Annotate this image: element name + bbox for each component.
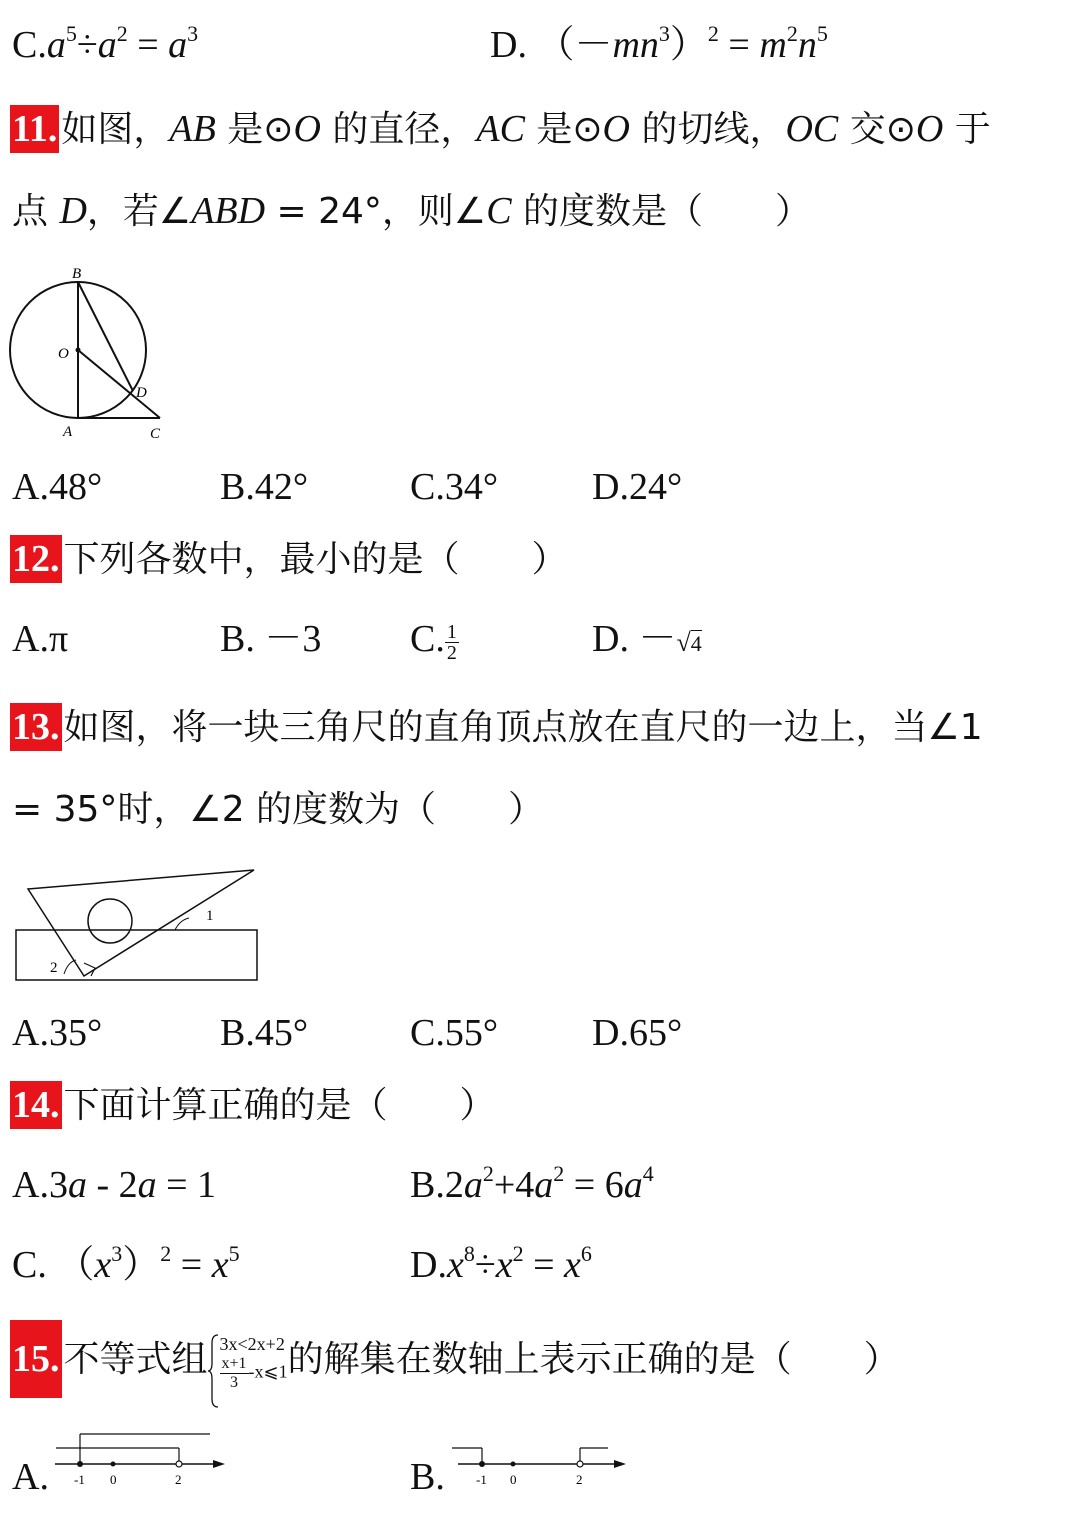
q15-option-a-number-line[interactable]	[50, 1428, 235, 1492]
q14-option-a[interactable]: A.3a - 2a = 1	[12, 1164, 217, 1206]
q15-stem: 15. 不等式组 3x<2x+2 $\frac{x+1}{3}$ -x⩽1 的解集在数轴上表示正确的是（ ）	[10, 1320, 900, 1400]
svg-text:2: 2	[576, 1472, 583, 1487]
q14-option-d[interactable]: $D.x^8\div x^2 = x^6$	[410, 1241, 592, 1286]
q11-circle-figure	[0, 260, 200, 445]
svg-text:-1: -1	[74, 1472, 85, 1487]
q11-number: 11.	[10, 105, 59, 153]
q11-option-d[interactable]: D.24°	[592, 466, 683, 508]
q13-option-d[interactable]: D.65°	[592, 1012, 683, 1054]
q13-number: 13.	[10, 703, 62, 751]
svg-text:C: C	[150, 426, 161, 442]
sqrt-icon: √	[676, 628, 691, 657]
q12-option-a[interactable]: A.π	[12, 618, 69, 660]
q11-option-a[interactable]: A.48°	[12, 466, 103, 508]
q14-option-b[interactable]: $B.2a^2+4a^2 = 6a^4$	[410, 1161, 654, 1206]
q12-option-d[interactable]: D. －√4	[592, 618, 702, 660]
svg-text:A: A	[63, 424, 73, 440]
inequality-system: 3x<2x+2 $\frac{x+1}{3}$ -x⩽1	[208, 1333, 288, 1392]
left-brace-icon	[208, 1333, 220, 1409]
q12-stem: 12. 下列各数中，最小的是（ ）	[10, 534, 568, 585]
q13-stem-line1: 13. 如图，将一块三角尺的直角顶点放在直尺的一边上，当∠1	[10, 702, 983, 753]
q12-option-b[interactable]: B. －3	[220, 618, 322, 660]
q14-stem: 14. 下面计算正确的是（ ）	[10, 1080, 496, 1131]
svg-text:2: 2	[50, 960, 58, 976]
fraction: $\frac{1}{2}$	[446, 620, 457, 664]
svg-text:0: 0	[110, 1472, 117, 1487]
q12-option-c[interactable]: C. $\frac{1}{2}$	[410, 618, 457, 664]
q13-stem-line2: = 35°时，∠2 的度数为（ ）	[12, 789, 545, 830]
q14-option-c[interactable]: C. $(x^3)^2 = x^5$	[12, 1241, 240, 1286]
q14-number: 14.	[10, 1081, 62, 1129]
q15-option-b-label[interactable]: B.	[410, 1456, 445, 1498]
q10-option-c: $C.a^5\div a^2 = a^3$	[12, 21, 199, 66]
q11-stem-line1: 11. 如图，AB 是⊙O 的直径，AC 是⊙O 的切线，OC 交⊙O 于	[10, 104, 991, 155]
q13-ruler-triangle-figure	[0, 862, 275, 987]
svg-text:D: D	[136, 385, 147, 401]
svg-text:B: B	[72, 266, 82, 282]
svg-text:1: 1	[206, 908, 214, 924]
svg-text:O: O	[58, 346, 69, 362]
q11-stem-line2: 点 D，若∠ABD = 24°，则∠C 的度数是（ ）	[12, 190, 812, 232]
svg-text:0: 0	[510, 1472, 517, 1487]
svg-text:-1: -1	[476, 1472, 487, 1487]
q10-option-d: D. $(-mn^3)^2 = m^2n^5$	[490, 21, 828, 66]
q15-number: 15.	[10, 1320, 62, 1398]
q11-option-c[interactable]: C.34°	[410, 466, 499, 508]
q13-option-a[interactable]: A.35°	[12, 1012, 103, 1054]
q12-number: 12.	[10, 535, 62, 583]
svg-text:2: 2	[175, 1472, 182, 1487]
q13-option-b[interactable]: B.45°	[220, 1012, 309, 1054]
q15-option-a-label[interactable]: A.	[12, 1456, 49, 1498]
q13-option-c[interactable]: C.55°	[410, 1012, 499, 1054]
q11-option-b[interactable]: B.42°	[220, 466, 309, 508]
q15-option-b-number-line[interactable]	[448, 1436, 633, 1492]
